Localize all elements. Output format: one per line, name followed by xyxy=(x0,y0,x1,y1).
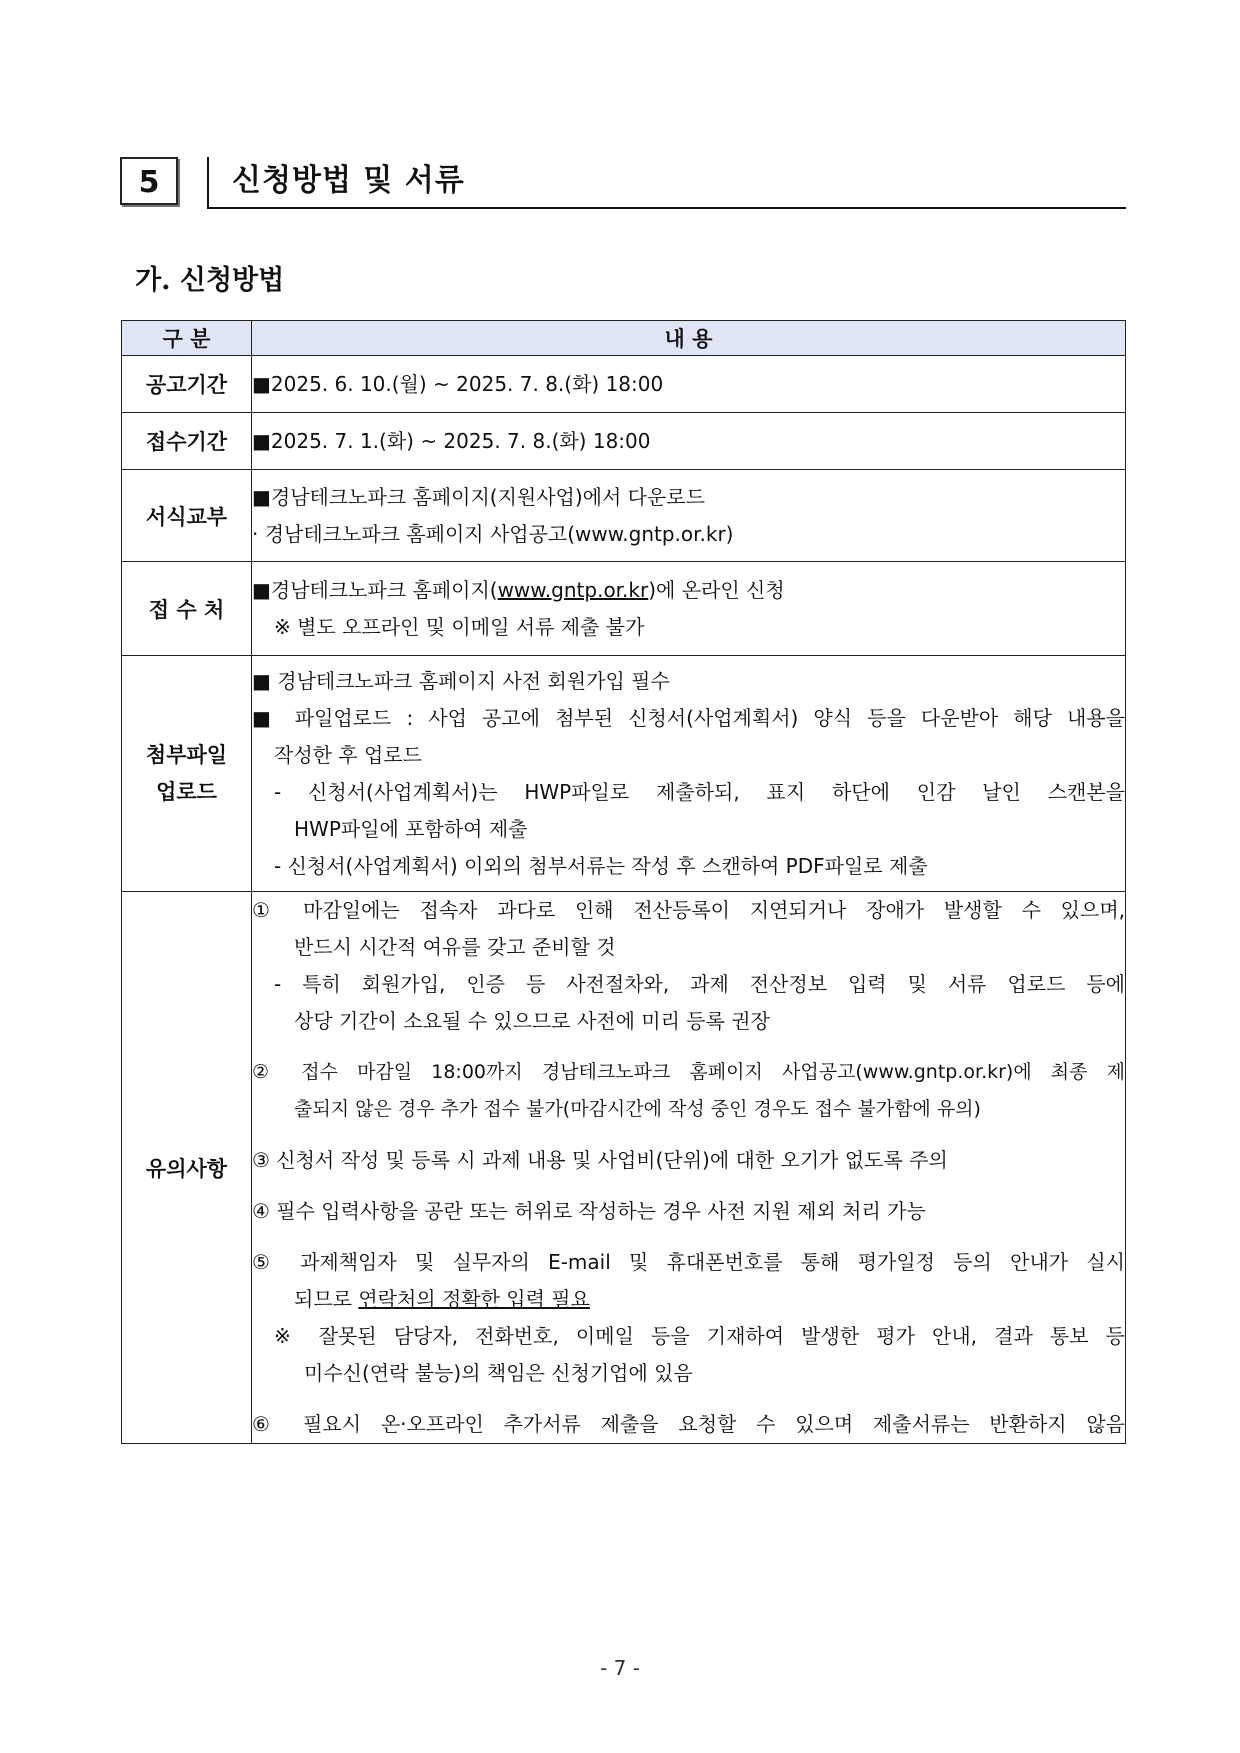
row-label: 서식교부 xyxy=(122,470,252,562)
attach-line-2: ■ 파일업로드 : 사업 공고에 첨부된 신청서(사업계획서) 양식 등을 다운받아 해당 내용을 xyxy=(252,705,1125,730)
forms-line-1: ■경남테크노파크 홈페이지(지원사업)에서 다운로드 xyxy=(252,484,705,509)
announce-period: ■2025. 6. 10.(월) ~ 2025. 7. 8.(화) 18:00 xyxy=(252,371,664,396)
header-category: 구 분 xyxy=(122,321,252,356)
forms-line-2: · 경남테크노파크 홈페이지 사업공고(www.gntp.or.kr) xyxy=(252,521,734,546)
row-label: 접 수 처 xyxy=(122,562,252,656)
note-6: ⑥ 필요시 온·오프라인 추가서류 제출을 요청할 수 있으며 제출서류는 반환하지 않음 xyxy=(252,1412,1125,1436)
row-content xyxy=(252,562,1126,656)
website-link[interactable]: www.gntp.or.kr xyxy=(497,577,649,602)
place-line-1 xyxy=(252,572,1125,609)
receipt-period: ■2025. 7. 1.(화) ~ 2025. 7. 8.(화) 18:00 xyxy=(252,428,651,453)
note-1-line-2: 반드시 시간적 여유를 갖고 준비할 것 xyxy=(294,935,616,959)
spacer xyxy=(252,1179,1125,1193)
spacer xyxy=(252,1128,1125,1142)
attach-line-1: ■ 경남테크노파크 홈페이지 사전 회원가입 필수 xyxy=(252,668,670,693)
row-label xyxy=(122,656,252,892)
row-label: 접수기간 xyxy=(122,413,252,470)
note-1-line-3: - 특히 회원가입, 인증 등 사전절차와, 과제 전산정보 입력 및 서류 업로드 등에 xyxy=(274,972,1125,996)
row-content xyxy=(252,656,1126,892)
note-5-line-3: ※ 잘못된 담당자, 전화번호, 이메일 등을 기재하여 발생한 평가 안내, 결과 통보 등 xyxy=(274,1324,1125,1348)
table-row xyxy=(122,413,1126,470)
note-5-text: 되므로 xyxy=(294,1287,359,1311)
attach-line-6: - 신청서(사업계획서) 이외의 첨부서류는 작성 후 스캔하여 PDF파일로 제출 xyxy=(274,853,928,878)
attach-line-4: - 신청서(사업계획서)는 HWP파일로 제출하되, 표지 하단에 인감 날인 스캔본을 xyxy=(274,779,1125,804)
note-3: ③ 신청서 작성 및 등록 시 과제 내용 및 사업비(단위)에 대한 오기가 없도록 주의 xyxy=(252,1148,948,1172)
row-label-line-2: 업로드 xyxy=(156,779,217,804)
note-1-line-1: ① 마감일에는 접속자 과다로 인해 전산등록이 지연되거나 장애가 발생할 수 있으며, xyxy=(252,898,1125,922)
application-method-table xyxy=(121,320,1126,1444)
section-header xyxy=(120,157,1126,209)
section-underline xyxy=(207,207,1126,209)
spacer xyxy=(252,1392,1125,1406)
spacer xyxy=(252,1230,1125,1244)
row-content xyxy=(252,413,1126,470)
note-4: ④ 필수 입력사항을 공란 또는 허위로 작성하는 경우 사전 지원 제외 처리 가능 xyxy=(252,1199,926,1223)
row-content xyxy=(252,470,1126,562)
section-divider xyxy=(207,157,209,209)
note-5-line-4: 미수신(연락 불능)의 책임은 신청기업에 있음 xyxy=(304,1361,693,1385)
row-label: 공고기간 xyxy=(122,356,252,413)
attach-line-5: HWP파일에 포함하여 제출 xyxy=(294,816,528,841)
note-2-line-2: 출되지 않은 경우 추가 접수 불가(마감시간에 작성 중인 경우도 접수 불가함에 유의) xyxy=(294,1098,981,1120)
table-row xyxy=(122,562,1126,656)
row-content xyxy=(252,892,1126,1444)
table-header-row xyxy=(122,321,1126,356)
note-5-underlined: 연락처의 정확한 입력 필요 xyxy=(358,1287,590,1311)
note-2-line-1: ② 접수 마감일 18:00까지 경남테크노파크 홈페이지 사업공고(www.gntp.or.kr)에 최종 제 xyxy=(252,1061,1125,1083)
note-5-line-2 xyxy=(252,1281,1125,1318)
place-line-2: ※ 별도 오프라인 및 이메일 서류 제출 불가 xyxy=(274,614,645,639)
section-number: 5 xyxy=(120,157,178,205)
table-row xyxy=(122,356,1126,413)
attach-line-3: 작성한 후 업로드 xyxy=(274,742,422,767)
row-label: 유의사항 xyxy=(122,892,252,1444)
place-text-c: )에 온라인 신청 xyxy=(648,577,785,602)
sub-heading: 가. 신청방법 xyxy=(135,265,285,296)
place-text-a: ■경남테크노파크 홈페이지( xyxy=(252,577,498,602)
table-row xyxy=(122,470,1126,562)
note-5-line-1: ⑤ 과제책임자 및 실무자의 E-mail 및 휴대폰번호를 통해 평가일정 등의 안내가 실시 xyxy=(252,1250,1125,1274)
page-number: - 7 - xyxy=(600,1656,640,1680)
table-row xyxy=(122,892,1126,1444)
row-content xyxy=(252,356,1126,413)
spacer xyxy=(252,1040,1125,1054)
note-1-line-4: 상당 기간이 소요될 수 있으므로 사전에 미리 등록 권장 xyxy=(294,1009,770,1033)
header-content: 내 용 xyxy=(252,321,1126,356)
section-title: 신청방법 및 서류 xyxy=(232,163,465,198)
table-row xyxy=(122,656,1126,892)
row-label-line-1: 첨부파일 xyxy=(145,742,228,767)
